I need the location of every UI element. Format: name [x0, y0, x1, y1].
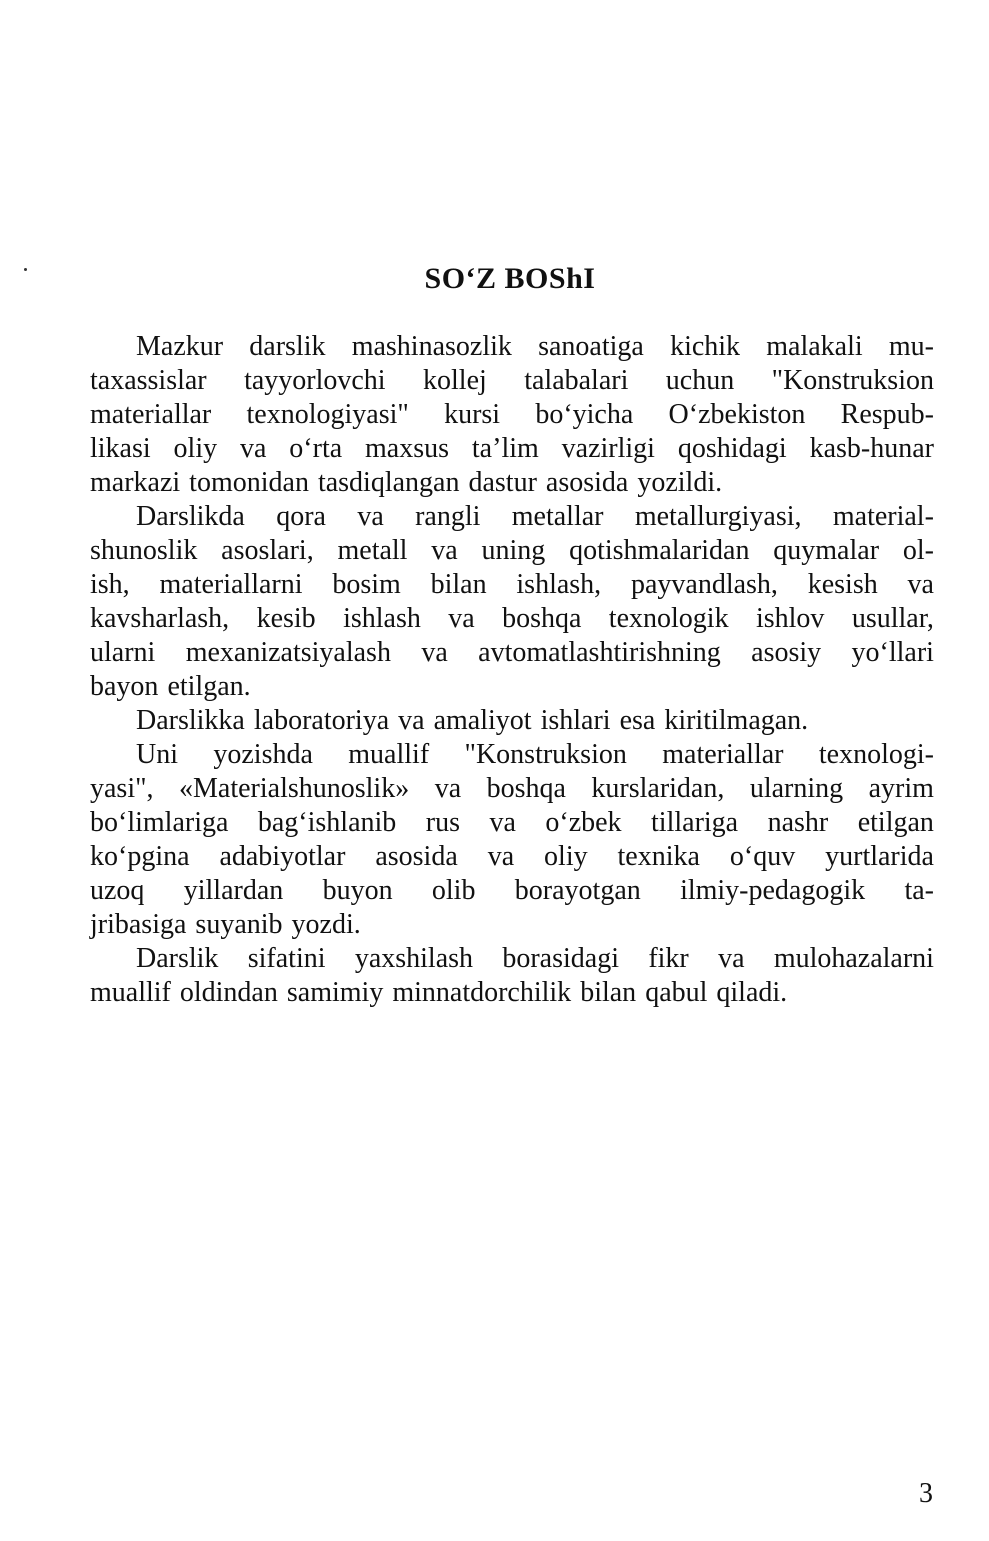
text-line: Darslikka laboratoriya va amaliyot ishlari esa kiritilmagan.: [136, 705, 809, 736]
text-line: bayon etilgan.: [90, 671, 251, 702]
text-line: likasi oliy va o‘rta maxsus ta’lim vazirligi qoshidagi kasb-hunar: [90, 433, 934, 464]
page-title: SO‘Z BOShI: [424, 262, 596, 295]
text-line: ko‘pgina adabiyotlar asosida va oliy texnika o‘quv yurtlarida: [90, 841, 934, 872]
text-line: yasi", «Materialshunoslik» va boshqa kurslaridan, ularning ayrim: [90, 773, 934, 804]
text-line: bo‘limlariga bag‘ishlanib rus va o‘zbek tillariga nashr etilgan: [90, 807, 934, 838]
text-line: materiallar texnologiyasi" kursi bo‘yicha O‘zbekiston Respub-: [90, 399, 934, 430]
page-number: 3: [919, 1478, 933, 1509]
paragraph: [90, 704, 934, 738]
text-line: jribasiga suyanib yozdi.: [90, 909, 361, 940]
text-line: muallif oldindan samimiy minnatdorchilik bilan qabul qiladi.: [90, 977, 788, 1008]
text-line: Mazkur darslik mashinasozlik sanoatiga kichik malakali mu-: [136, 331, 934, 362]
text-line: shunoslik asoslari, metall va uning qotishmalaridan quymalar ol-: [90, 535, 934, 566]
text-line: ish, materiallarni bosim bilan ishlash, payvandlash, kesish va: [90, 569, 934, 600]
text-line: kavsharlash, kesib ishlash va boshqa texnologik ishlov usullar,: [90, 603, 934, 634]
text-line: Darslik sifatini yaxshilash borasidagi fikr va mulohazalarni: [136, 943, 934, 974]
paragraph: [90, 330, 934, 500]
paragraph: [90, 500, 934, 704]
text-line: Uni yozishda muallif "Konstruksion materiallar texnologi-: [136, 739, 934, 770]
text-line: taxassislar tayyorlovchi kollej talabalari uchun "Konstruksion: [90, 365, 934, 396]
paragraph: [90, 942, 934, 1010]
text-line: markazi tomonidan tasdiqlangan dastur asosida yozildi.: [90, 467, 723, 498]
text-line: ularni mexanizatsiyalash va avtomatlashtirishning asosiy yo‘llari: [90, 637, 934, 668]
foreword-body: [90, 330, 934, 1010]
text-line: uzoq yillardan buyon olib borayotgan ilmiy-pedagogik ta-: [90, 875, 934, 906]
text-line: Darslikda qora va rangli metallar metallurgiyasi, material-: [136, 501, 934, 532]
paragraph: [90, 738, 934, 942]
